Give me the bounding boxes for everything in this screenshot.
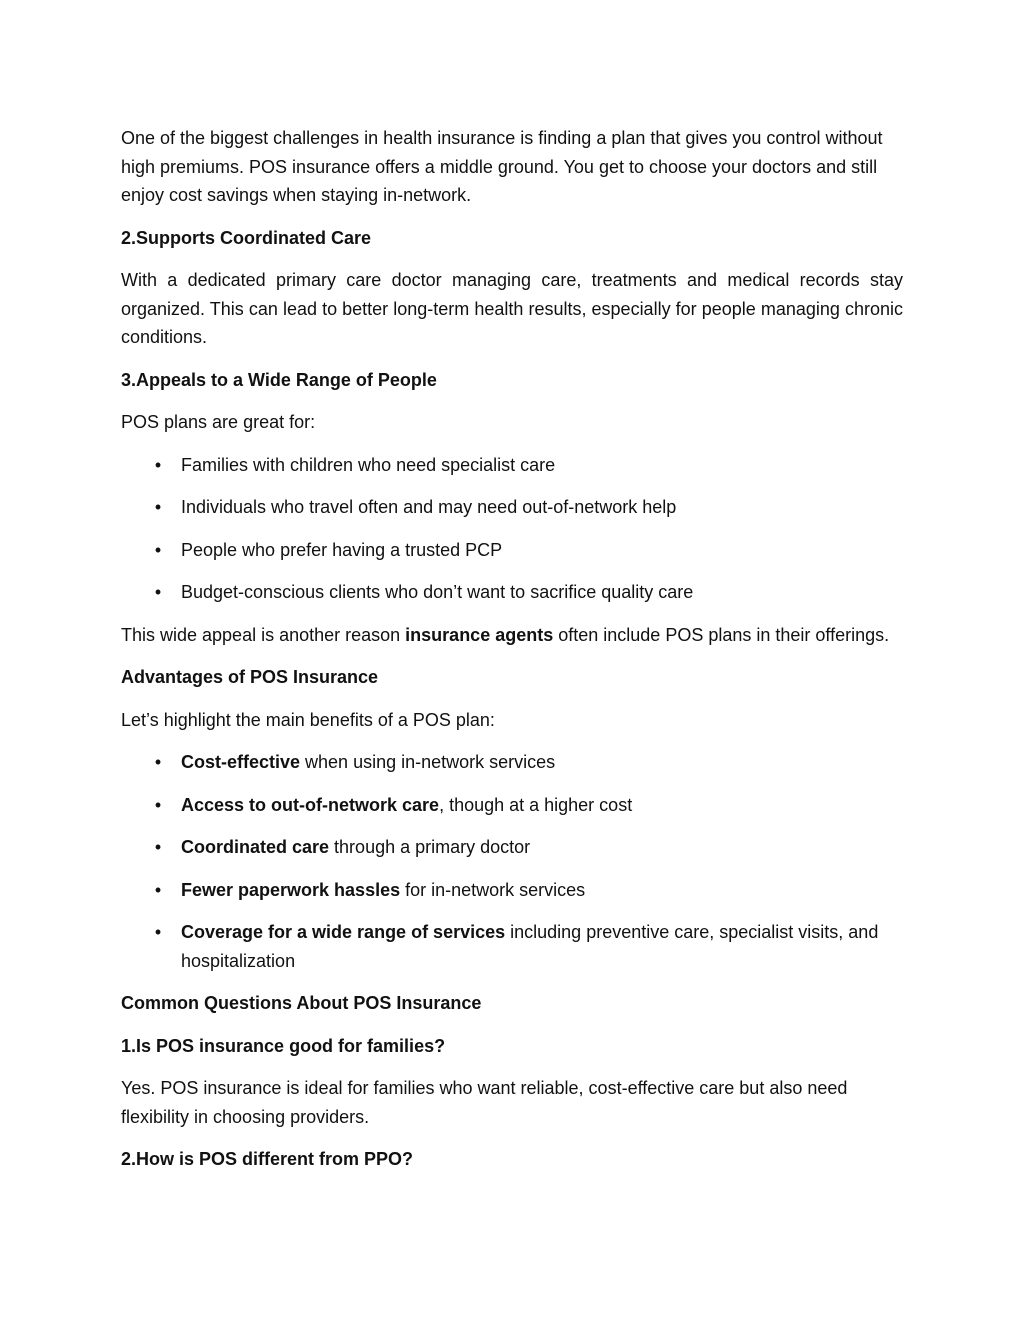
list-item [121,578,903,607]
bullet-icon: • [154,454,162,475]
list-item-text: Budget-conscious clients who don’t want to sacrifice quality care [181,582,694,602]
section-heading-wide-range: 3.Appeals to a Wide Range of People [121,369,437,390]
list-item: • Coordinated care through a primary doctor [121,833,903,862]
list-item-text: People who prefer having a trusted PCP [181,539,503,560]
list-item-text: Individuals who travel often and may need out-of-network help [181,497,677,517]
bullet-icon: • [154,539,162,560]
intro-paragraph: One of the biggest challenges in health insurance is finding a plan that gives you control without high premiums. POS insurance offers a middle ground. You get to choose your doctors and still enjoy cost savings when staying in-network. [121,128,883,205]
coordinated-care-paragraph: With a dedicated primary care doctor managing care, treatments and medical records stay organized. This can lead to better long-term health results, especially for people managing chronic conditions. [121,270,903,347]
bullet-icon: • [154,879,162,900]
list-item [121,493,903,522]
faq-question-ppo: 2.How is POS different from PPO? [121,1149,414,1169]
wide-range-lead: POS plans are great for: [121,412,316,432]
list-item [121,451,903,480]
faq-question-families: 1.Is POS insurance good for families? [121,1035,446,1056]
list-item [121,536,903,565]
section-heading-faq: Common Questions About POS Insurance [121,993,482,1013]
list-item: • Fewer paperwork hassles for in-network services [121,876,903,905]
document-page [121,124,903,1188]
bullet-icon: • [154,794,162,815]
section-heading-coordinated-care: 2.Supports Coordinated Care [121,227,372,248]
list-item: • Access to out-of-network care, though at a higher cost [121,791,903,820]
advantages-lead: Let’s highlight the main benefits of a POS plan: [121,709,495,730]
faq-answer-families: Yes. POS insurance is ideal for families who want reliable, cost-effective care but also need flexibility in choosing providers. [121,1078,848,1127]
bullet-icon: • [154,497,162,517]
section-heading-advantages: Advantages of POS Insurance [121,667,379,687]
bullet-icon: • [154,837,162,857]
wide-appeal-paragraph: This wide appeal is another reason insurance agents often include POS plans in their offerings. [121,624,890,645]
insurance-agents-term: insurance agents [405,624,554,645]
bullet-icon: • [154,582,162,602]
list-item: • Coverage for a wide range of services including preventive care, specialist visits, and hospitalization [121,918,903,975]
bullet-icon: • [154,752,162,772]
list-item: • Cost-effective when using in-network services [121,748,903,777]
list-item-text: Families with children who need specialist care [181,454,556,475]
audience-list [121,451,903,607]
advantages-list [121,748,903,975]
bullet-icon: • [154,922,162,942]
